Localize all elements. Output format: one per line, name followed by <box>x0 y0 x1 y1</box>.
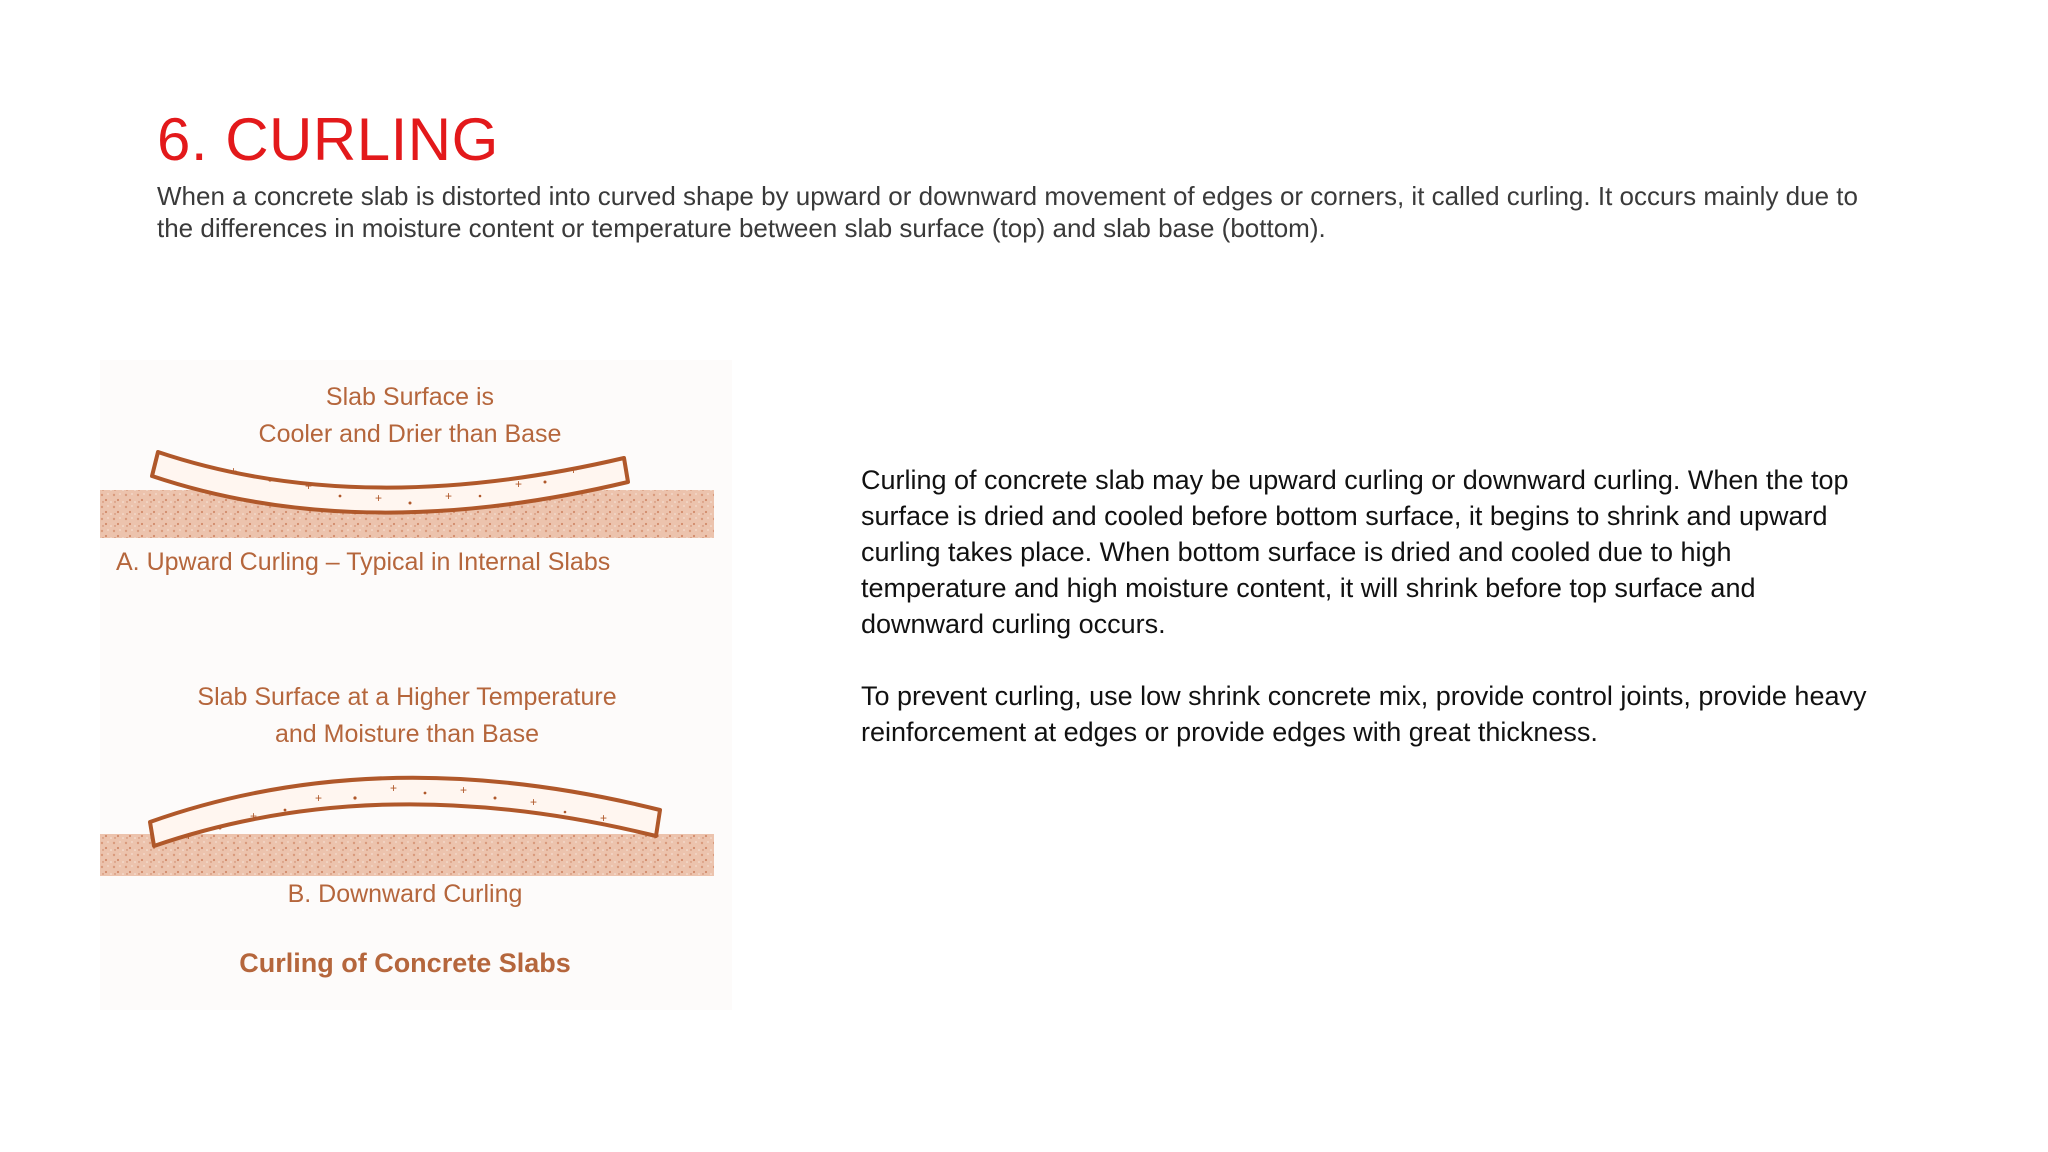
curling-diagram-svg <box>100 360 732 1010</box>
svg-text:+: + <box>600 811 608 825</box>
upper-label-line2: Cooler and Drier than Base <box>258 420 562 448</box>
svg-text:+: + <box>445 489 453 503</box>
svg-text:+: + <box>530 795 538 809</box>
svg-text:+: + <box>375 491 383 505</box>
upper-caption: A. Upward Curling – Typical in Internal Slabs <box>116 548 611 576</box>
body-paragraph-2: To prevent curling, use low shrink concrete mix, provide control joints, provide heavy reinforcement at edges or provide edges with great thickness. <box>861 681 1867 747</box>
intro-paragraph: When a concrete slab is distorted into curved shape by upward or downward movement of edges or corners, it called curling. It occurs mainly due to the differences in moisture content or temperature between slab surface (top) and slab base (bottom). <box>157 181 1858 243</box>
figure-title: Curling of Concrete Slabs <box>239 948 571 978</box>
svg-text:+: + <box>460 783 468 797</box>
lower-label-line1: Slab Surface at a Higher Temperature <box>197 683 617 711</box>
slide-title: 6. CURLING <box>157 106 499 173</box>
svg-text:+: + <box>390 781 398 795</box>
svg-text:+: + <box>315 791 323 805</box>
svg-text:+: + <box>250 809 258 823</box>
lower-label-line2: and Moisture than Base <box>274 720 540 748</box>
lower-caption: B. Downward Curling <box>287 880 523 908</box>
svg-text:+: + <box>230 464 238 478</box>
lower-ground <box>100 834 714 876</box>
svg-text:+: + <box>570 463 578 477</box>
svg-text:+: + <box>515 477 523 491</box>
curling-diagram <box>100 360 732 1010</box>
svg-text:+: + <box>305 479 313 493</box>
body-paragraph-1: Curling of concrete slab may be upward curling or downward curling. When the top surface is dried and cooled before bottom surface, it begins to shrink and upward curling takes place. When bottom surface is dried and cooled due to high temperature and high moisture content, it will shrink before top surface and downward curling occurs. <box>861 465 1849 639</box>
upper-label-line1: Slab Surface is <box>325 383 495 411</box>
body-text <box>861 462 1881 786</box>
svg-text:+: + <box>185 829 193 843</box>
